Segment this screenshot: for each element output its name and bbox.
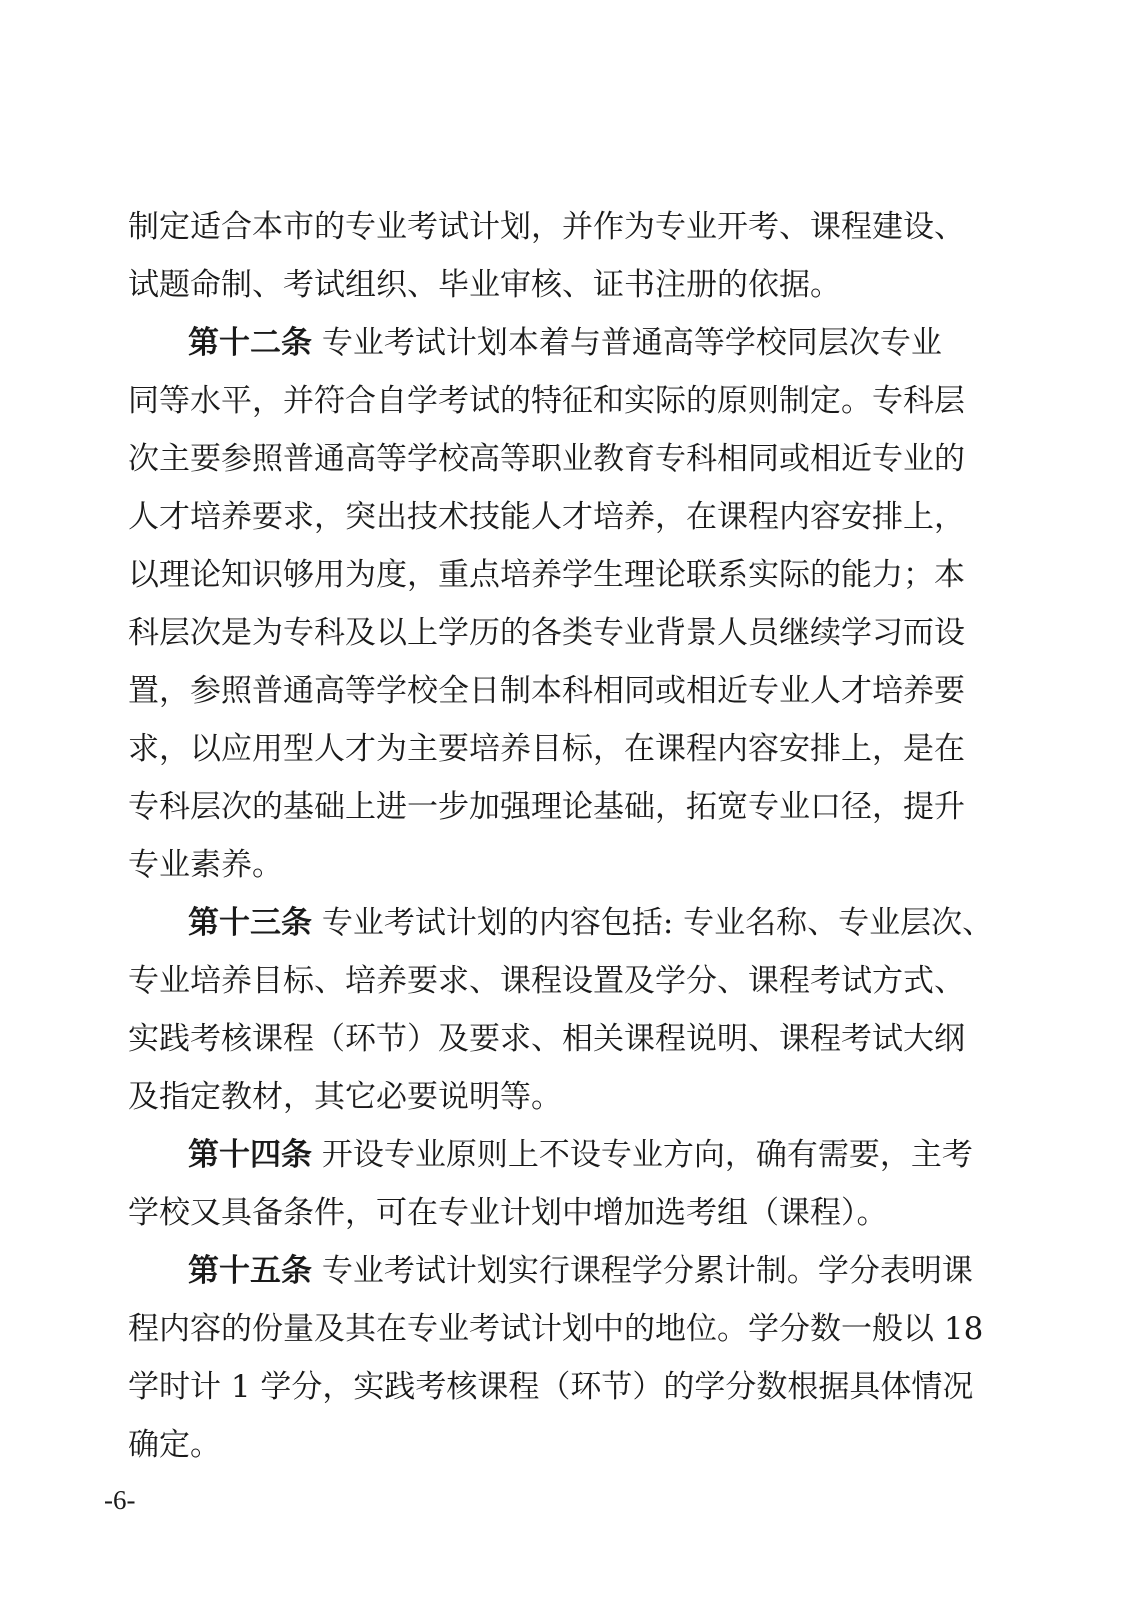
page-number: -6-	[104, 1485, 136, 1515]
text-line	[128, 381, 965, 421]
text-line	[128, 1425, 940, 1465]
text-line	[128, 1193, 940, 1233]
article-13-first-line	[188, 903, 1000, 943]
text-line	[128, 845, 940, 885]
line-text: 专业考试计划的内容包括: 专业名称、专业层次、	[321, 905, 994, 941]
line-text: 学校又具备条件，可在专业计划中增加选考组（课程）。	[128, 1195, 888, 1231]
line-text: 制定适合本市的专业考试计划，并作为专业开考、课程建设、	[128, 209, 965, 245]
text-line	[128, 671, 965, 711]
text-line	[128, 439, 965, 479]
line-text: 专业培养目标、培养要求、课程设置及学分、课程考试方式、	[128, 963, 965, 999]
article-12-first-line	[188, 323, 1000, 363]
article-14-first-line	[188, 1135, 1000, 1175]
line-text: 以理论知识够用为度，重点培养学生理论联系实际的能力；本	[128, 557, 965, 593]
text-line	[128, 1077, 940, 1117]
line-text: 试题命制、考试组织、毕业审核、证书注册的依据。	[128, 267, 841, 303]
line-text: 学时计 1 学分，实践考核课程（环节）的学分数根据具体情况	[128, 1369, 974, 1405]
line-text: 专业考试计划本着与普通高等学校同层次专业	[321, 325, 942, 361]
article-15-first-line	[188, 1251, 1000, 1291]
article-12-heading: 第十二条	[188, 325, 312, 361]
text-line	[128, 497, 965, 537]
article-15-heading: 第十五条	[188, 1253, 312, 1289]
line-text: 专科层次的基础上进一步加强理论基础，拓宽专业口径，提升	[128, 789, 965, 825]
line-text: 专业素养。	[128, 847, 283, 883]
line-text: 同等水平，并符合自学考试的特征和实际的原则制定。专科层	[128, 383, 965, 419]
text-line	[128, 787, 965, 827]
text-line	[128, 207, 965, 247]
text-line	[128, 1019, 965, 1059]
line-text: 及指定教材，其它必要说明等。	[128, 1079, 562, 1115]
article-13-heading: 第十三条	[188, 905, 312, 941]
line-text: 专业考试计划实行课程学分累计制。学分表明课	[321, 1253, 973, 1289]
text-line	[128, 613, 965, 653]
text-line	[128, 555, 965, 595]
article-14-heading: 第十四条	[188, 1137, 312, 1173]
line-text: 人才培养要求，突出技术技能人才培养，在课程内容安排上，	[128, 499, 965, 535]
text-line	[128, 265, 940, 305]
text-line	[128, 961, 965, 1001]
line-text: 求，以应用型人才为主要培养目标，在课程内容安排上，是在	[128, 731, 965, 767]
line-text: 次主要参照普通高等学校高等职业教育专科相同或相近专业的	[128, 441, 965, 477]
text-line	[128, 1367, 974, 1407]
line-text: 置，参照普通高等学校全日制本科相同或相近专业人才培养要	[128, 673, 965, 709]
line-text: 开设专业原则上不设专业方向，确有需要，主考	[321, 1137, 973, 1173]
line-text: 程内容的份量及其在专业考试计划中的地位。学分数一般以 18	[128, 1311, 984, 1347]
line-text: 确定。	[128, 1427, 221, 1463]
text-line	[128, 729, 965, 769]
line-text: 实践考核课程（环节）及要求、相关课程说明、课程考试大纲	[128, 1021, 965, 1057]
line-text: 科层次是为专科及以上学历的各类专业背景人员继续学习而设	[128, 615, 965, 651]
text-line	[128, 1309, 984, 1349]
